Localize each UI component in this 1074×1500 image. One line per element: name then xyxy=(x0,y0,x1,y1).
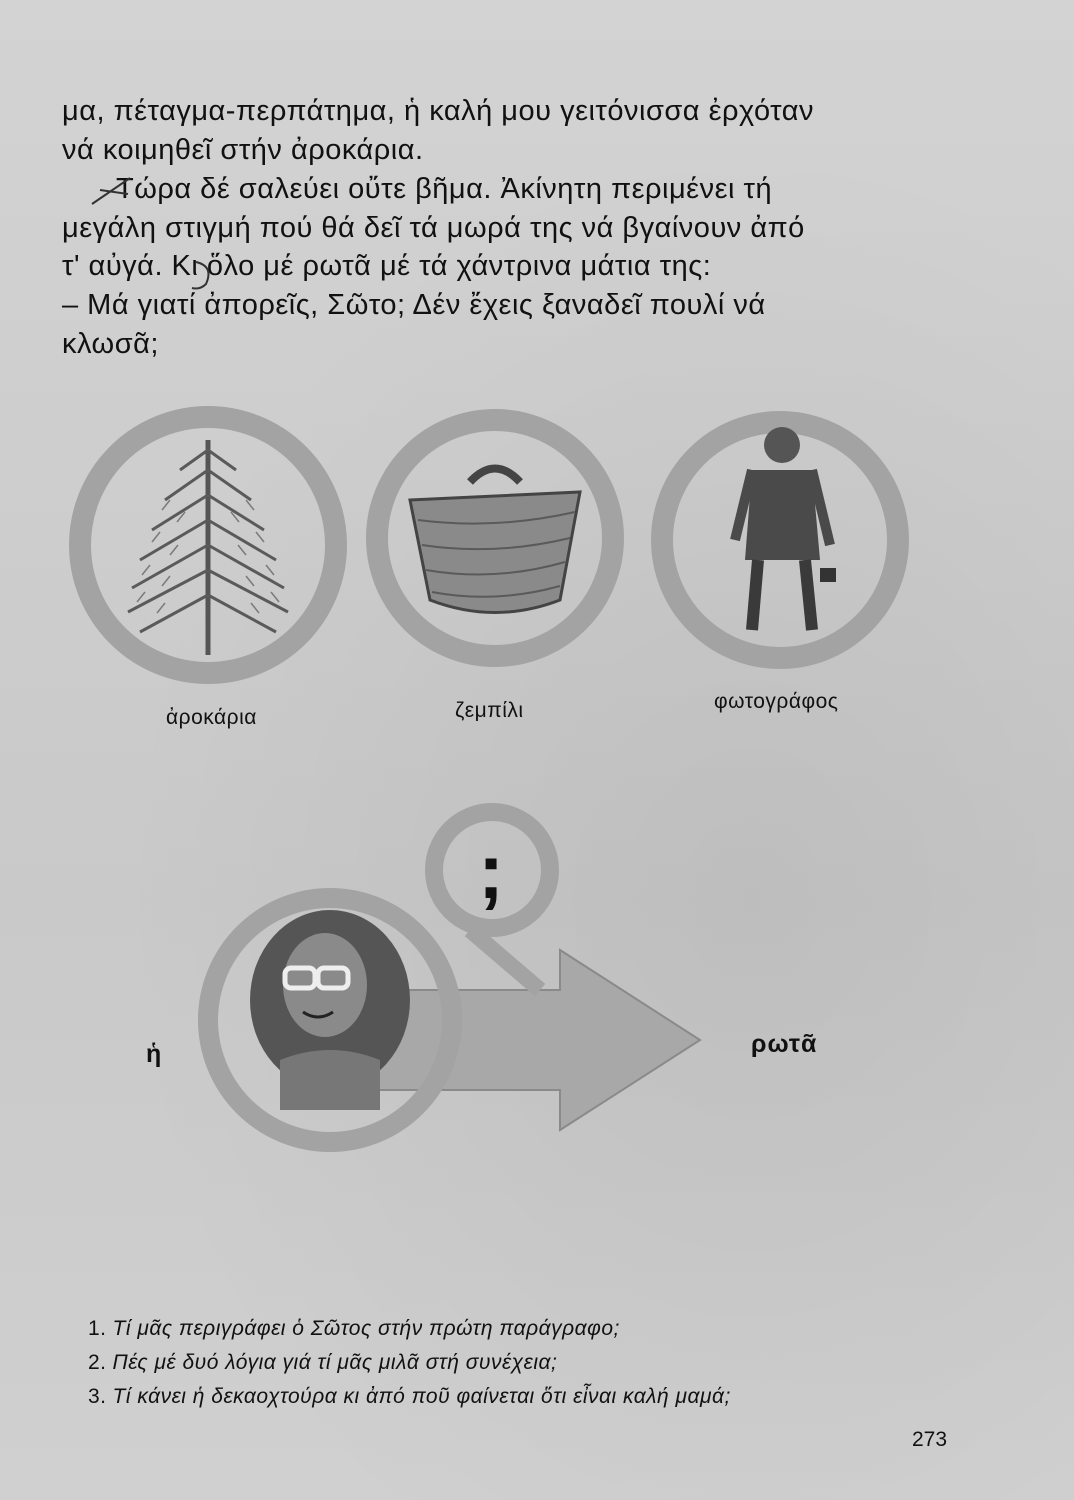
verb-label: ρωτᾶ xyxy=(751,1030,818,1058)
araucaria-branch-icon xyxy=(80,417,336,673)
question-item xyxy=(88,1346,731,1380)
vocab-label-basket: ζεμπίλι xyxy=(455,699,524,722)
question-text: Πές μέ δυό λόγια γιά τί μᾶς μιλᾶ στή συνέχεια; xyxy=(112,1351,558,1374)
text-line: νά κοιμηθεῖ στήν ἀροκάρια. xyxy=(62,133,424,166)
pen-mark xyxy=(92,178,130,204)
pen-mark xyxy=(192,262,208,289)
text-line: τ' αὐγά. Κι ὅλο μέ ρωτᾶ μέ τά χάντρινα μάτια της: xyxy=(62,250,712,282)
question-text: Τί μᾶς περιγράφει ὁ Σῶτος στήν πρώτη παράγραφο; xyxy=(112,1317,620,1340)
photographer-icon xyxy=(662,422,898,658)
question-item xyxy=(88,1312,731,1346)
text-line: μα, πέταγμα-περπάτημα, ἡ καλή μου γειτόνισσα ἐρχόταν xyxy=(62,95,814,127)
question-mark: ; xyxy=(478,827,504,915)
questions-list xyxy=(88,1312,731,1414)
question-number: 3. xyxy=(88,1385,107,1408)
text-line: μεγάλη στιγμή πού θά δεῖ τά μωρά της νά βγαίνουν ἀπό xyxy=(62,211,805,244)
text-line: – Μά γιατί ἀπορεῖς, Σῶτο; Δέν ἔχεις ξαναδεῖ πουλί νά xyxy=(62,289,766,321)
basket-icon xyxy=(377,420,613,656)
page-number: 273 xyxy=(912,1428,948,1451)
question-text: Τί κάνει ἡ δεκαοχτούρα κι ἀπό ποῦ φαίνεται ὅτι εἶναι καλή μαμά; xyxy=(112,1385,731,1408)
vocab-label-photographer: φωτογράφος xyxy=(714,690,839,713)
question-item xyxy=(88,1380,731,1414)
text-line: κλωσᾶ; xyxy=(62,327,159,360)
question-number: 2. xyxy=(88,1351,107,1374)
vocab-label-araucaria: ἀροκάρια xyxy=(166,706,257,729)
question-number: 1. xyxy=(88,1317,107,1340)
text-line: Τώρα δέ σαλεύει οὔτε βῆμα. Ἀκίνητη περιμένει τή xyxy=(116,173,773,205)
article-label: ἡ xyxy=(146,1040,162,1068)
